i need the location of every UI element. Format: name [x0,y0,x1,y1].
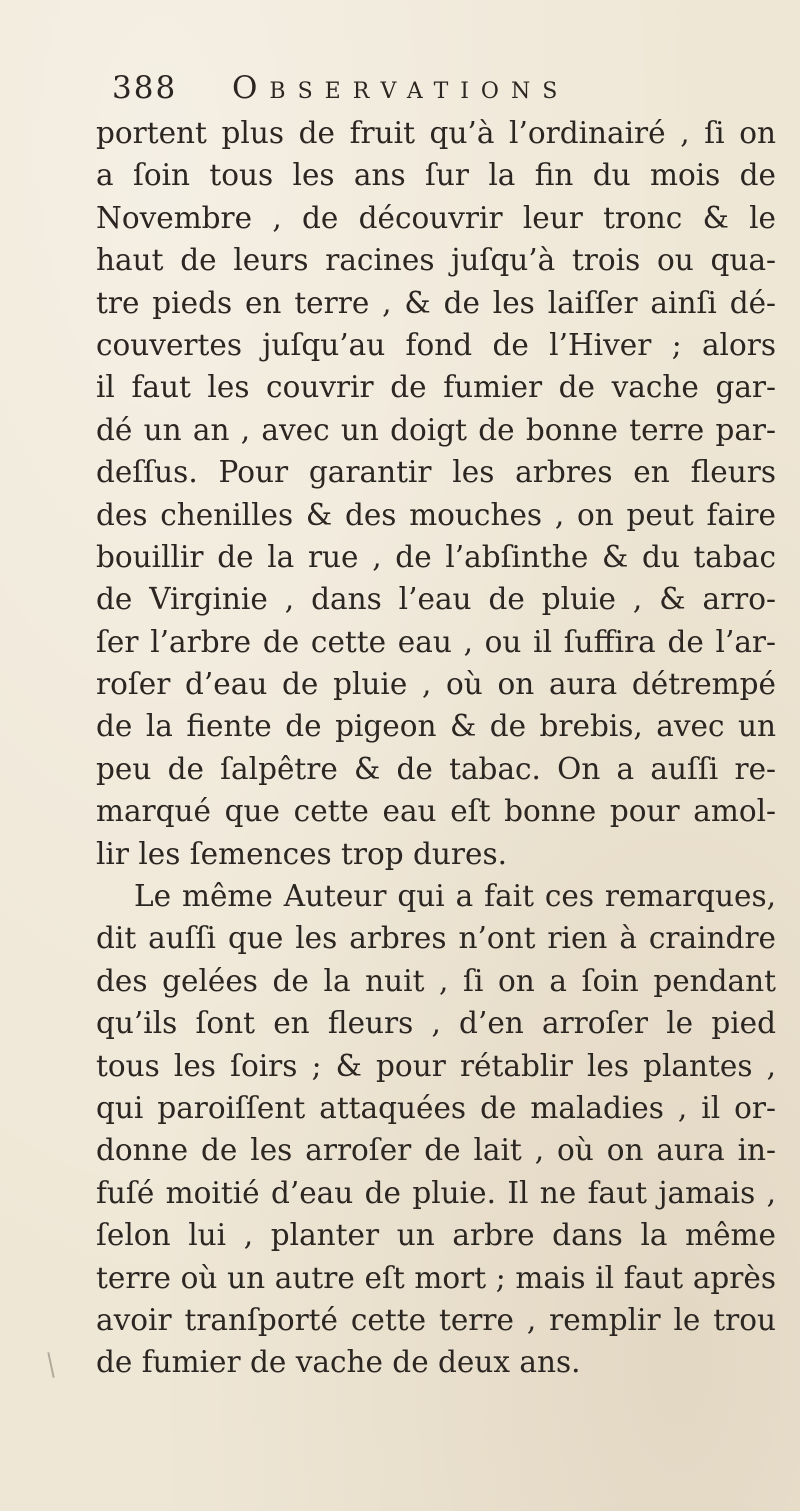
text-line: des gelées de la nuit , ſi on a ſoin pendant [96,963,776,998]
text-line: peu de ſalpêtre & de tabac. On a auſſi re- [96,751,776,786]
text-line: qui paroiſſent attaquées de maladies , il or- [96,1090,776,1125]
paragraph-end-line: lir les ſemences trop dures. [96,836,507,871]
text-line: couvertes juſqu’au fond de l’Hiver ; alors [96,327,776,362]
text-line: donne de les arroſer de lait , où on aura in- [96,1133,776,1168]
text-line: il faut les couvrir de fumier de vache gar- [96,370,776,405]
page-number: 388 [112,70,178,106]
text-line: de la fiente de pigeon & de brebis, avec un [96,709,776,744]
text-line: haut de leurs racines juſqu’à trois ou qua- [96,243,776,278]
text-line: tre pieds en terre , & de les laiſſer ainſi dé- [96,285,776,320]
text-line: Novembre , de découvrir leur tronc & le [96,200,776,235]
text-line: ſer l’arbre de cette eau , ou il ſuffira de l’ar- [96,624,776,659]
text-line: avoir tranſporté cette terre , remplir le trou [96,1302,776,1337]
text-line: dé un an , avec un doigt de bonne terre par- [96,412,776,447]
text-line: deſſus. Pour garantir les arbres en fleurs [96,455,776,490]
text-line: dit auſſi que les arbres n’ont rien à craindre [96,921,776,956]
running-head [112,70,722,114]
text-line: a ſoin tous les ans ſur la fin du mois de [96,158,776,193]
text-line: bouillir de la rue , de l’abſinthe & du tabac [96,539,776,574]
text-line: marqué que cette eau eſt bonne pour amol- [96,794,776,829]
text-line: terre où un autre eſt mort ; mais il faut après [96,1260,776,1295]
text-line: fuſé moitié d’eau de pluie. Il ne faut jamais , [96,1175,776,1210]
text-line: qu’ils ſont en fleurs , d’en arroſer le pied [96,1006,776,1041]
margin-stroke [47,1352,54,1378]
text-line: des chenilles & des mouches , on peut faire [96,497,776,532]
text-line: tous les ſoirs ; & pour rétablir les plantes , [96,1048,776,1083]
text-line: portent plus de fruit qu’à l’ordinairé , ſi on [96,116,776,150]
text-line: ſelon lui , planter un arbre dans la même [96,1218,776,1253]
running-title: Observations [232,70,570,106]
text-line: de Virginie , dans l’eau de pluie , & arro- [96,582,776,617]
body-text [96,112,776,1384]
text-line: roſer d’eau de pluie , où on aura détrempé [96,667,776,702]
paragraph-end-line: de fumier de vache de deux ans. [96,1345,581,1380]
paragraph-start-line: Le même Auteur qui a fait ces remarques, [134,879,776,914]
